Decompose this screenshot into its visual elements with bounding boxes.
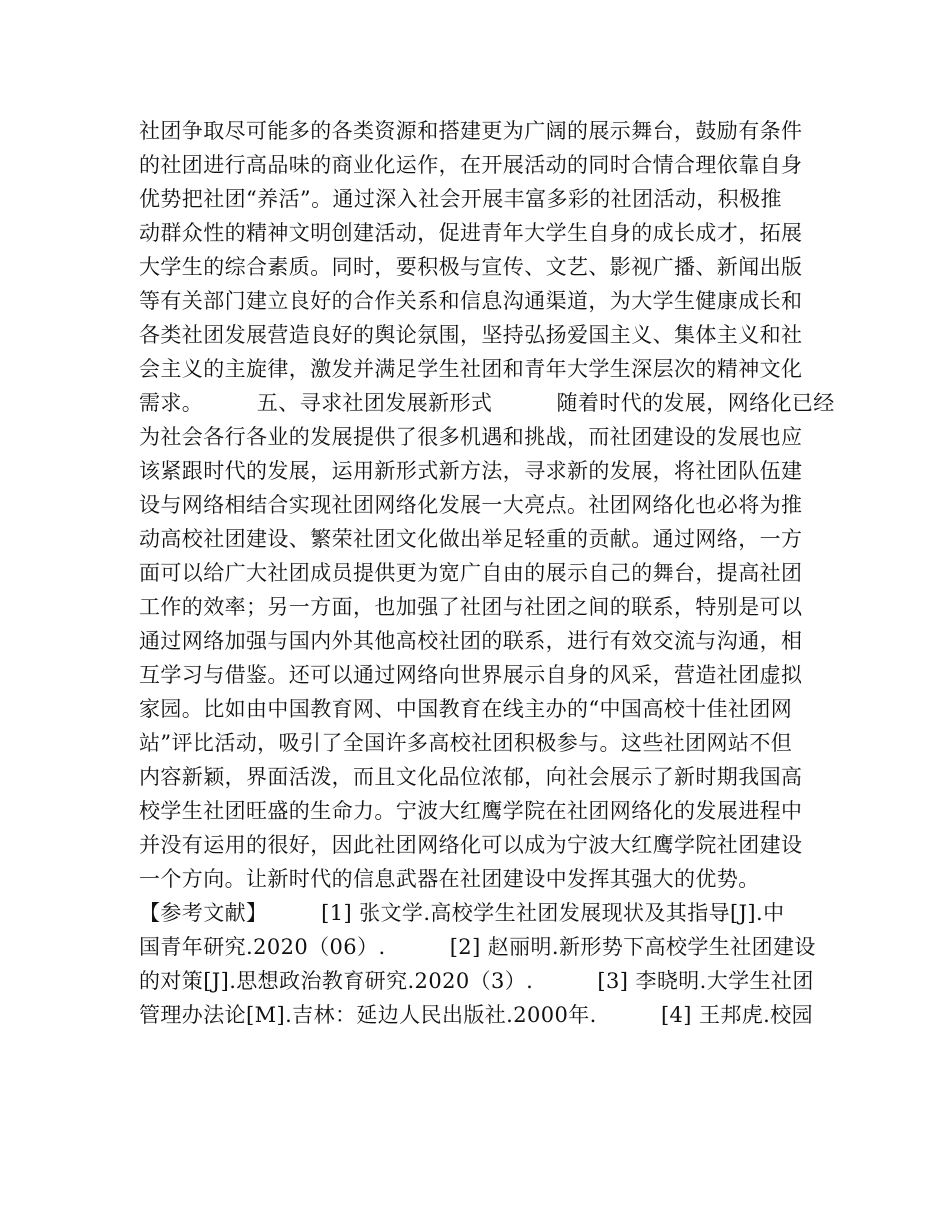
text-line: 设与网络相结合实现社团网络化发展一大亮点。社团网络化也必将为推 xyxy=(139,493,803,517)
text-line: 为社会各行各业的发展提供了很多机遇和挑战，而社团建设的发展也应 xyxy=(139,425,803,449)
text-line: 一个方向。让新时代的信息武器在社团建设中发挥其强大的优势。 xyxy=(139,867,760,891)
text-line: 动高校社团建设、繁荣社团文化做出举足轻重的贡献。通过网络，一方 xyxy=(139,527,803,551)
text-line: 通过网络加强与国内外其他高校社团的联系，进行有效交流与沟通，相 xyxy=(139,629,803,653)
text-line: 该紧跟时代的发展，运用新形式新方法，寻求新的发展，将社团队伍建 xyxy=(139,459,803,483)
text-line: 各类社团发展营造良好的舆论氛围，坚持弘扬爱国主义、集体主义和社 xyxy=(139,323,803,347)
text-line: 需求。 五、寻求社团发展新形式 随着时代的发展，网络化已经 xyxy=(139,391,835,415)
references-line: 国青年研究.2020（06）. [2] 赵丽明.新形势下高校学生社团建设 xyxy=(139,935,816,959)
references-line: 的对策[J].思想政治教育研究.2020（3）. [3] 李晓明.大学生社团 xyxy=(139,969,814,993)
text-line: 家园。比如由中国教育网、中国教育在线主办的“中国高校十佳社团网 xyxy=(139,697,793,721)
text-line: 社团争取尽可能多的各类资源和搭建更为广阔的展示舞台，鼓励有条件 xyxy=(139,119,803,143)
text-line: 动群众性的精神文明创建活动，促进青年大学生自身的成长成才，拓展 xyxy=(139,221,803,245)
text-line: 大学生的综合素质。同时，要积极与宣传、文艺、影视广播、新闻出版 xyxy=(139,255,803,279)
text-line: 互学习与借鉴。还可以通过网络向世界展示自身的风采，营造社团虚拟 xyxy=(139,663,803,687)
text-line: 内容新颖，界面活泼，而且文化品位浓郁，向社会展示了新时期我国高 xyxy=(139,765,803,789)
references-line: 【参考文献】 [1] 张文学.高校学生社团发展现状及其指导[J].中 xyxy=(139,901,785,925)
text-line: 优势把社团“养活”。通过深入社会开展丰富多彩的社团活动，积极推 xyxy=(139,187,782,211)
references-line: 管理办法论[M].吉林：延边人民出版社.2000年. [4] 王邦虎.校园 xyxy=(139,1003,814,1027)
text-line: 面可以给广大社团成员提供更为宽广自由的展示自己的舞台，提高社团 xyxy=(139,561,803,585)
text-line: 站”评比活动，吸引了全国许多高校社团积极参与。这些社团网站不但 xyxy=(139,731,793,755)
text-line: 会主义的主旋律，激发并满足学生社团和青年大学生深层次的精神文化 xyxy=(139,357,803,381)
text-line: 工作的效率；另一方面，也加强了社团与社团之间的联系，特别是可以 xyxy=(139,595,803,619)
text-line: 的社团进行高品味的商业化运作，在开展活动的同时合情合理依靠自身 xyxy=(139,153,803,177)
text-line: 校学生社团旺盛的生命力。宁波大红鹰学院在社团网络化的发展进程中 xyxy=(139,799,803,823)
body-text xyxy=(139,114,835,1032)
text-line: 并没有运用的很好，因此社团网络化可以成为宁波大红鹰学院社团建设 xyxy=(139,833,803,857)
text-line: 等有关部门建立良好的合作关系和信息沟通渠道，为大学生健康成长和 xyxy=(139,289,803,313)
